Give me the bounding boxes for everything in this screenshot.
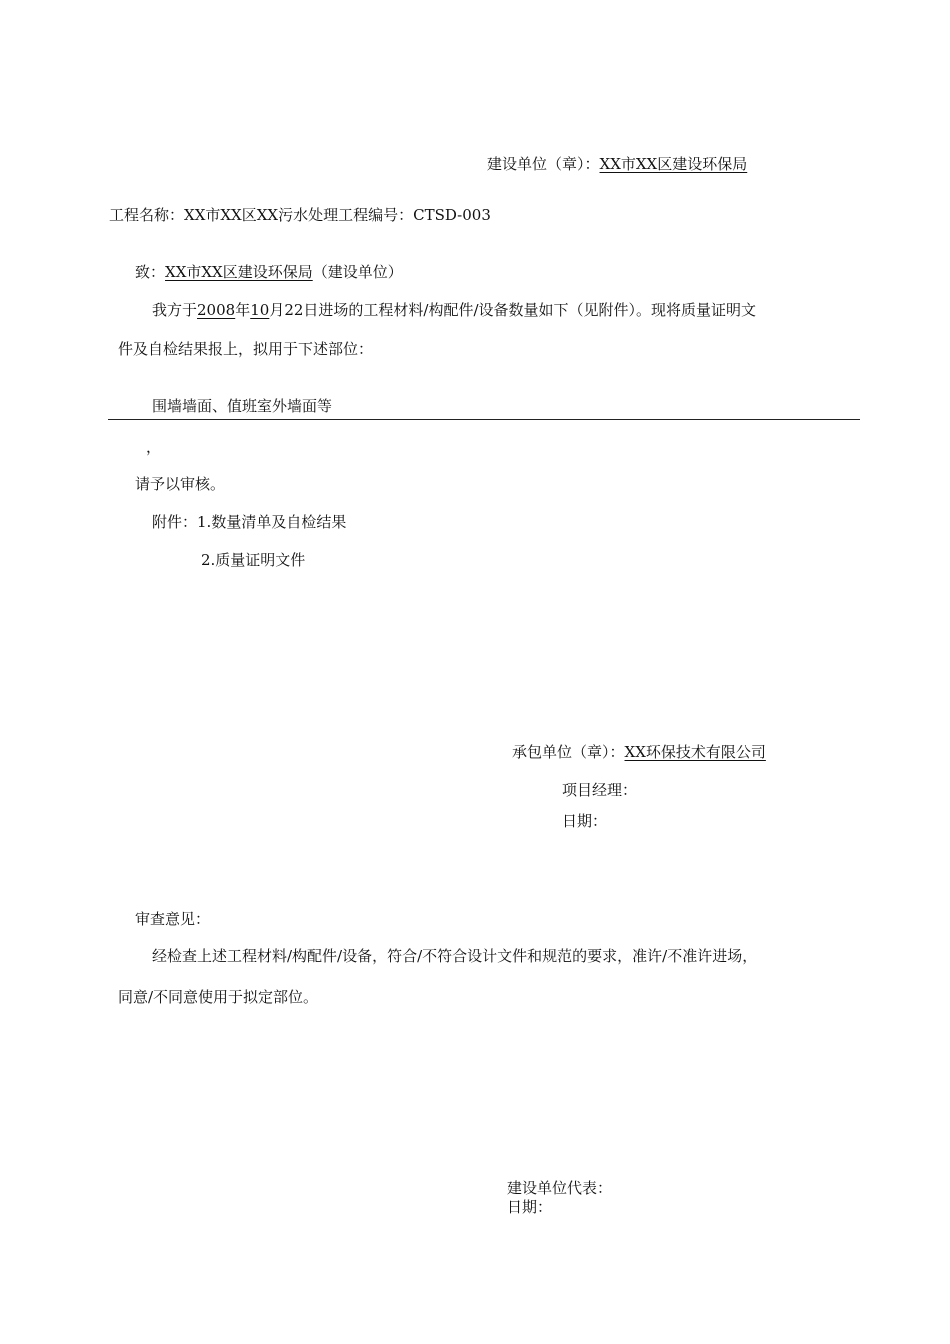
project-line — [109, 205, 491, 225]
entry-month: 10 — [250, 301, 270, 319]
usage-location: 围墙墙面、值班室外墙面等 — [152, 397, 333, 415]
review-text-line2: 同意/不同意使用于拟定部位。 — [118, 988, 319, 1006]
project-code-label: 编号： — [368, 206, 414, 224]
body-text: 年 — [235, 301, 251, 319]
project-code-value: CTSD-003 — [413, 206, 491, 224]
owner-stamp-line — [487, 154, 747, 174]
recipient-suffix: （建设单位） — [312, 263, 403, 281]
location-comma: ， — [146, 438, 162, 456]
owner-date-label: 日期： — [507, 1198, 553, 1216]
project-name-label: 工程名称： — [109, 206, 185, 224]
attachments-line1 — [152, 512, 346, 532]
body-text: 月 — [269, 301, 285, 319]
body-paragraph-line1 — [152, 300, 756, 320]
request-line: 请予以审核。 — [135, 475, 226, 493]
owner-rep-label: 建设单位代表： — [507, 1179, 613, 1197]
recipient-name: XX市XX区建设环保局 — [165, 263, 313, 281]
attachment-item: 1.数量清单及自检结果 — [197, 513, 347, 531]
location-underline — [108, 419, 860, 420]
attachments-label: 附件： — [152, 513, 198, 531]
review-title: 审查意见： — [135, 910, 211, 928]
body-text: 日进场的工程材料/构配件/设备数量如下（见附件）。现将质量证明文 — [303, 301, 757, 319]
contractor-stamp-value: XX环保技术有限公司 — [624, 743, 766, 761]
owner-stamp-value: XX市XX区建设环保局 — [599, 155, 748, 173]
contractor-date-label: 日期： — [562, 812, 608, 830]
entry-year: 2008 — [197, 301, 236, 319]
project-manager-label: 项目经理： — [562, 781, 638, 799]
recipient-line — [135, 262, 403, 282]
contractor-stamp-line — [512, 742, 766, 762]
body-text: 我方于 — [152, 301, 198, 319]
review-text-line1: 经检查上述工程材料/构配件/设备，符合/不符合设计文件和规范的要求，准许/不准许进场， — [152, 947, 758, 965]
body-paragraph-line2: 件及自检结果报上，拟用于下述部位： — [118, 340, 374, 358]
entry-day: 22 — [284, 301, 304, 319]
attachment-item: 2.质量证明文件 — [201, 551, 306, 569]
recipient-prefix: 致： — [135, 263, 166, 281]
project-name-value: XX市XX区XX污水处理工程 — [184, 206, 369, 224]
owner-stamp-label: 建设单位（章）： — [487, 155, 600, 173]
contractor-stamp-label: 承包单位（章）： — [512, 743, 625, 761]
